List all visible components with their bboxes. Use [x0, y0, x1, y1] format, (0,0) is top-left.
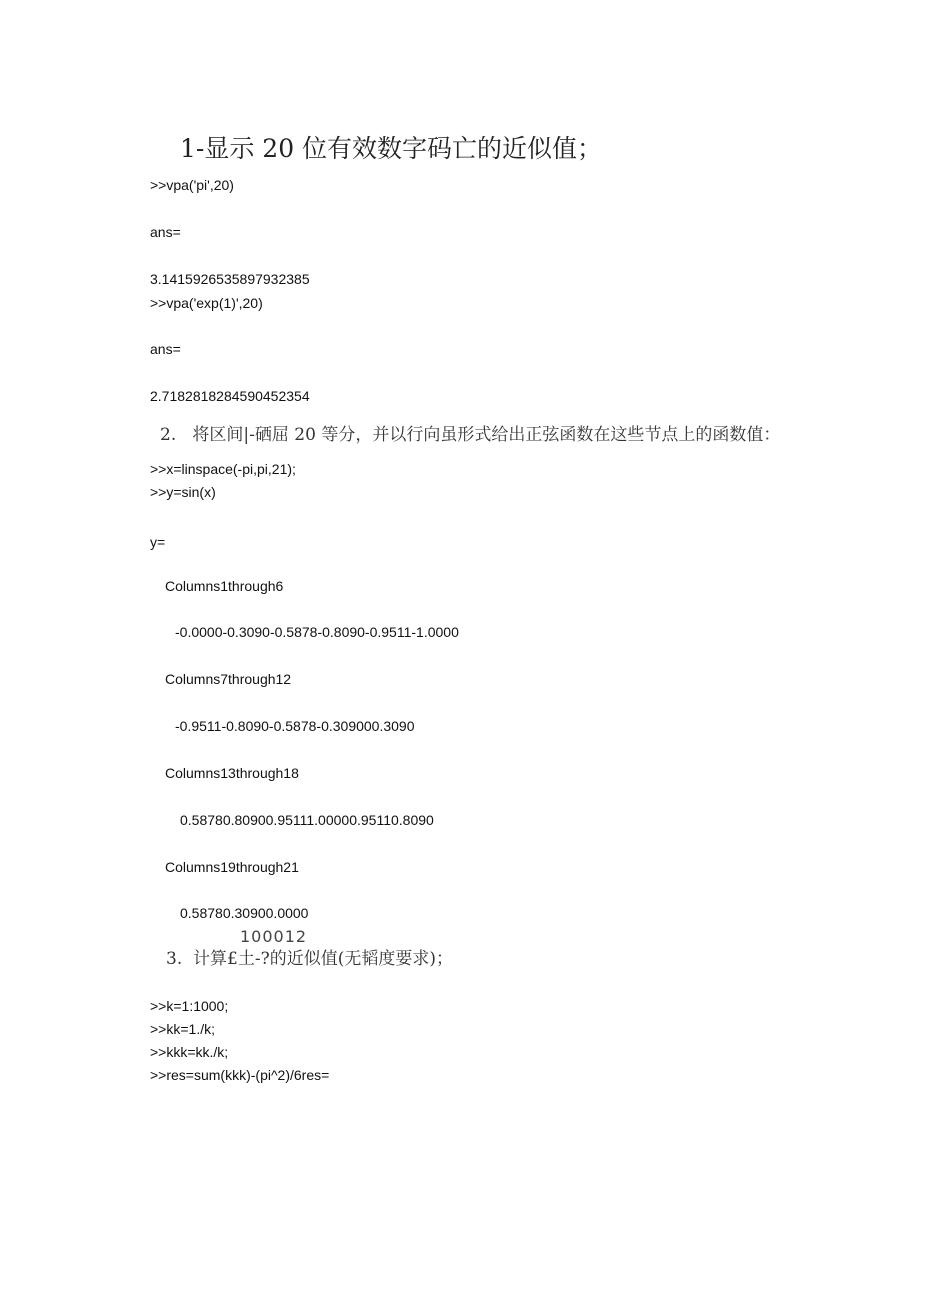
code-line: >>kk=1./k;	[150, 1021, 215, 1037]
code-line: Columns1through6	[165, 578, 284, 594]
code-line: ans=	[150, 224, 181, 240]
code-line: >>kkk=kk./k;	[150, 1044, 229, 1060]
code-line: Columns19through21	[165, 859, 299, 875]
code-line: Columns7through12	[165, 671, 292, 687]
section-1-heading: 1-显示 20 位有效数字码亡的近似值；	[180, 134, 603, 163]
code-line: >>x=linspace(-pi,pi,21);	[150, 461, 296, 477]
section-2-heading: 2. 将区间|-硒屈 20 等分，并以行向虽形式给出正弦函数在这些节点上的函数值：	[160, 425, 781, 445]
code-line: -0.0000-0.3090-0.5878-0.8090-0.9511-1.0000	[175, 624, 459, 640]
fraction-numerals: 100012	[240, 927, 308, 946]
code-line: >>vpa('pi',20)	[150, 177, 234, 193]
code-line: 0.58780.30900.0000	[180, 905, 309, 921]
code-line: ans=	[150, 341, 181, 357]
section-3-heading: 3. 计算£土-?的近似值(无韬度要求)；	[166, 949, 453, 969]
code-line: >>k=1:1000;	[150, 998, 229, 1014]
code-line: >>res=sum(kkk)-(pi^2)/6res=	[150, 1067, 330, 1083]
code-line: -0.9511-0.8090-0.5878-0.309000.3090	[175, 718, 415, 734]
code-line: 3.1415926535897932385	[150, 271, 310, 287]
code-line: y=	[150, 534, 166, 550]
code-line: >>y=sin(x)	[150, 484, 216, 500]
code-line: Columns13through18	[165, 765, 299, 781]
code-line: >>vpa('exp(1)',20)	[150, 295, 263, 311]
code-line: 2.7182818284590452354	[150, 388, 310, 404]
code-line: 0.58780.80900.95111.00000.95110.8090	[180, 812, 434, 828]
